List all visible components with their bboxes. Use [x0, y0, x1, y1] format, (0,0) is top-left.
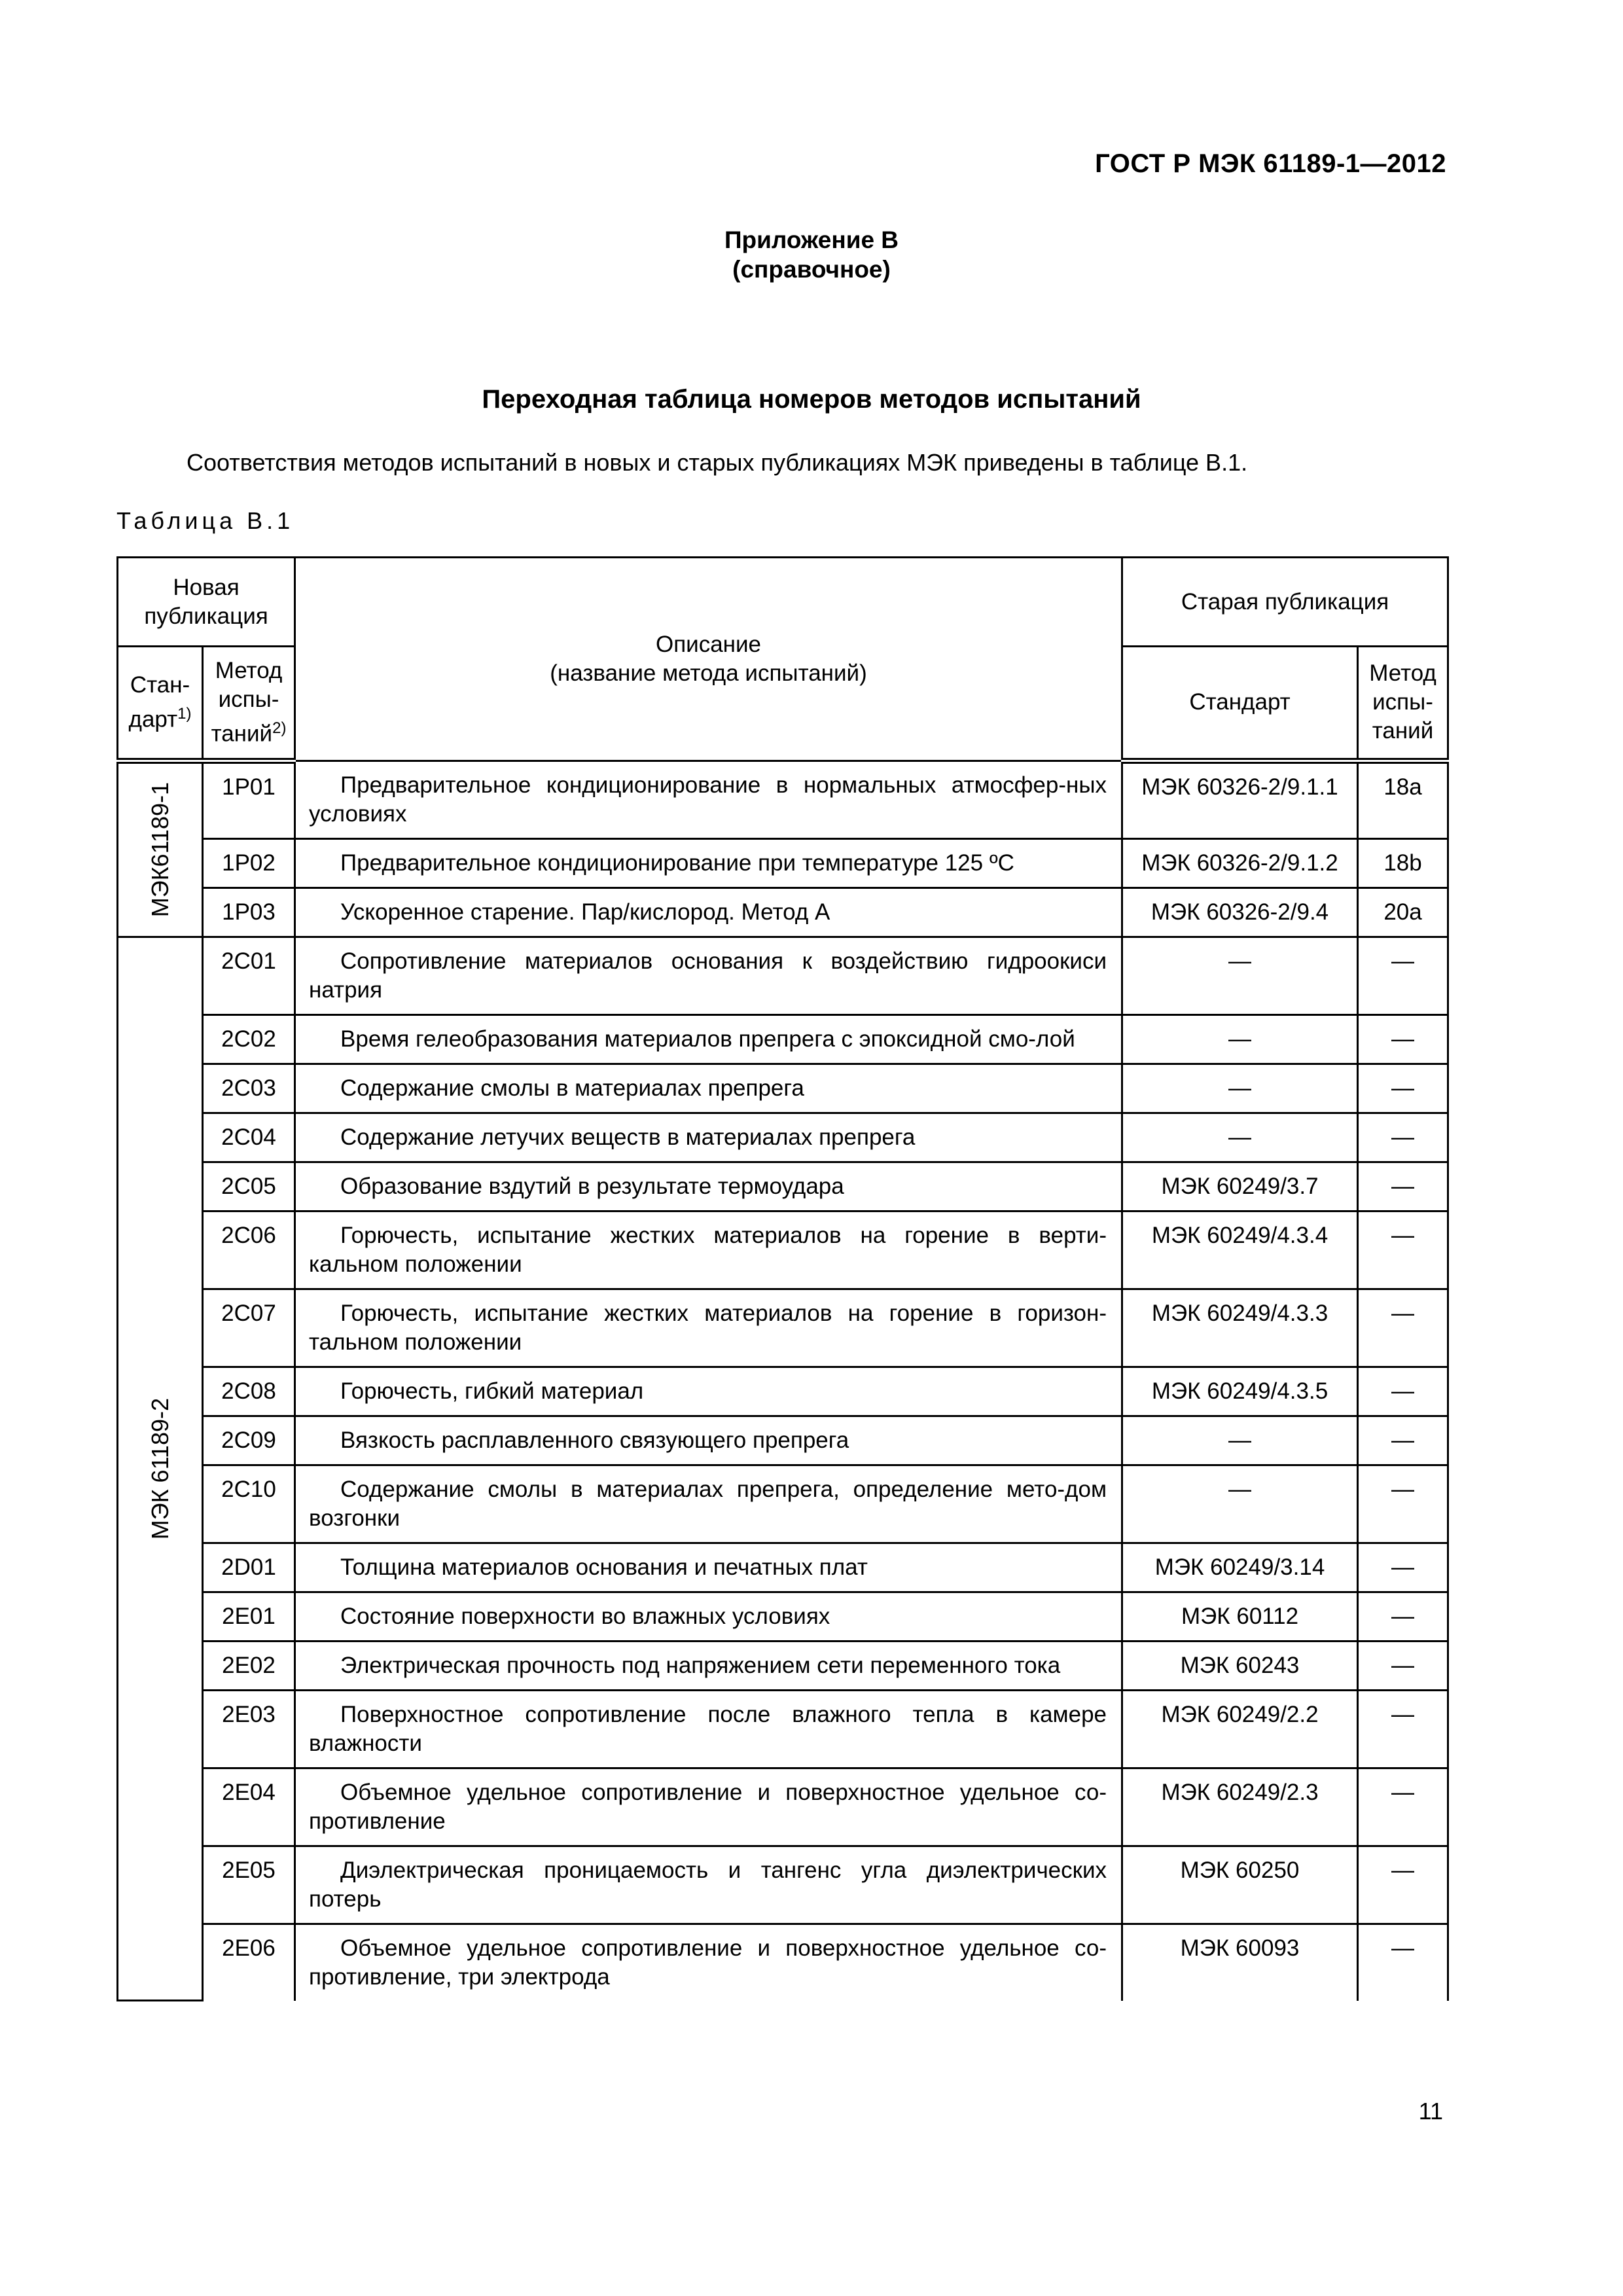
header-description-title: Описание — [655, 631, 762, 657]
description-cell: Сопротивление материалов основания к воздействию гидроокиси натрия — [295, 937, 1122, 1014]
old-method-cell: 18a — [1358, 761, 1448, 838]
old-method-cell: — — [1358, 1162, 1448, 1211]
method-code-cell: 2C10 — [203, 1465, 295, 1543]
old-standard-cell: МЭК 60326-2/9.4 — [1122, 888, 1358, 937]
old-standard-cell: — — [1122, 937, 1358, 1014]
method-code-cell: 2D01 — [203, 1543, 295, 1592]
method-code-cell: 2E02 — [203, 1641, 295, 1690]
group-label-cell — [118, 937, 203, 2001]
old-standard-cell: — — [1122, 1465, 1358, 1543]
method-code-cell: 2E06 — [203, 1924, 295, 2001]
header-standard-label: Стан-дарт — [128, 672, 190, 732]
old-standard-cell: МЭК 60326-2/9.1.1 — [1122, 761, 1358, 838]
description-cell: Горючесть, испытание жестких материалов на горение в горизон-тальном положении — [295, 1289, 1122, 1367]
table-body — [118, 761, 1448, 2001]
old-standard-cell: МЭК 60243 — [1122, 1641, 1358, 1690]
old-method-cell: 18b — [1358, 838, 1448, 888]
old-method-cell: — — [1358, 1014, 1448, 1064]
description-cell: Вязкость расплавленного связующего препрега — [295, 1416, 1122, 1465]
old-standard-cell: — — [1122, 1416, 1358, 1465]
table-row — [118, 1592, 1448, 1641]
old-standard-cell: — — [1122, 1113, 1358, 1162]
method-code-cell: 1P01 — [203, 761, 295, 838]
table-row — [118, 1690, 1448, 1768]
old-standard-cell: — — [1122, 1014, 1358, 1064]
method-code-cell: 2E03 — [203, 1690, 295, 1768]
method-code-cell: 2C05 — [203, 1162, 295, 1211]
description-cell: Объемное удельное сопротивление и поверхностное удельное со-противление — [295, 1768, 1122, 1846]
description-cell: Толщина материалов основания и печатных плат — [295, 1543, 1122, 1592]
method-code-cell: 2C07 — [203, 1289, 295, 1367]
page-number: 11 — [1418, 2098, 1443, 2125]
group-label: МЭК 61189-2 — [146, 1397, 173, 1540]
table-row — [118, 1289, 1448, 1367]
method-code-cell: 1P03 — [203, 888, 295, 937]
old-method-cell: — — [1358, 1690, 1448, 1768]
old-standard-cell: МЭК 60093 — [1122, 1924, 1358, 2001]
document-code: ГОСТ Р МЭК 61189-1—2012 — [1095, 149, 1446, 178]
table-row — [118, 1367, 1448, 1416]
old-method-cell: — — [1358, 1416, 1448, 1465]
description-cell: Содержание летучих веществ в материалах препрега — [295, 1113, 1122, 1162]
old-standard-cell: МЭК 60249/3.14 — [1122, 1543, 1358, 1592]
old-standard-cell: МЭК 60249/3.7 — [1122, 1162, 1358, 1211]
table-row — [118, 1846, 1448, 1924]
old-standard-cell: МЭК 60249/4.3.5 — [1122, 1367, 1358, 1416]
transition-table — [116, 556, 1449, 2001]
group-label-cell — [118, 761, 203, 937]
description-cell: Горючесть, испытание жестких материалов на горение в верти-кальном положении — [295, 1211, 1122, 1289]
description-cell: Поверхностное сопротивление после влажного тепла в камере влажности — [295, 1690, 1122, 1768]
method-code-cell: 2E04 — [203, 1768, 295, 1846]
table-row — [118, 838, 1448, 888]
table-row — [118, 1064, 1448, 1113]
header-method-label: Метод испы-таний — [211, 658, 283, 747]
table-row — [118, 1768, 1448, 1846]
table-row — [118, 1014, 1448, 1064]
old-standard-cell: МЭК 60250 — [1122, 1846, 1358, 1924]
description-cell: Состояние поверхности во влажных условиях — [295, 1592, 1122, 1641]
table-row — [118, 1162, 1448, 1211]
description-cell: Диэлектрическая проницаемость и тангенс угла диэлектрических потерь — [295, 1846, 1122, 1924]
group-label: МЭК61189-1 — [146, 782, 173, 918]
header-new-publication: Новая публикация — [118, 558, 295, 647]
method-code-cell: 1P02 — [203, 838, 295, 888]
method-code-cell: 2C01 — [203, 937, 295, 1014]
old-method-cell: — — [1358, 937, 1448, 1014]
old-method-cell: — — [1358, 1641, 1448, 1690]
table-row — [118, 1465, 1448, 1543]
table-row — [118, 1416, 1448, 1465]
old-method-cell: — — [1358, 1768, 1448, 1846]
old-standard-cell: МЭК 60112 — [1122, 1592, 1358, 1641]
old-method-cell: — — [1358, 1367, 1448, 1416]
method-code-cell: 2C04 — [203, 1113, 295, 1162]
description-cell: Содержание смолы в материалах препрега — [295, 1064, 1122, 1113]
description-cell: Горючесть, гибкий материал — [295, 1367, 1122, 1416]
old-standard-cell: — — [1122, 1064, 1358, 1113]
method-code-cell: 2C02 — [203, 1014, 295, 1064]
description-cell: Образование вздутий в результате термоудара — [295, 1162, 1122, 1211]
description-cell: Ускоренное старение. Пар/кислород. Метод А — [295, 888, 1122, 937]
table-row — [118, 1113, 1448, 1162]
intro-paragraph: Соответствия методов испытаний в новых и старых публикациях МЭК приведены в таблице В.1. — [187, 449, 1248, 476]
description-cell: Предварительное кондиционирование при температуре 125 ºC — [295, 838, 1122, 888]
header-standard — [118, 647, 203, 761]
old-method-cell: — — [1358, 1846, 1448, 1924]
header-old-standard: Стандарт — [1122, 647, 1358, 761]
old-method-cell: — — [1358, 1924, 1448, 2001]
old-standard-cell: МЭК 60249/2.2 — [1122, 1690, 1358, 1768]
appendix-heading — [0, 225, 1623, 284]
table-row — [118, 937, 1448, 1014]
appendix-title: Приложение В — [724, 226, 899, 253]
old-standard-cell: МЭК 60326-2/9.1.2 — [1122, 838, 1358, 888]
old-method-cell: — — [1358, 1465, 1448, 1543]
description-cell: Время гелеобразования материалов препрега с эпоксидной смо-лой — [295, 1014, 1122, 1064]
table-row — [118, 1924, 1448, 2001]
description-cell: Объемное удельное сопротивление и поверхностное удельное со-противление, три электрода — [295, 1924, 1122, 2001]
table-row — [118, 1641, 1448, 1690]
header-method — [203, 647, 295, 761]
method-code-cell: 2E05 — [203, 1846, 295, 1924]
old-standard-cell: МЭК 60249/4.3.4 — [1122, 1211, 1358, 1289]
description-cell: Содержание смолы в материалах препрега, определение мето-дом возгонки — [295, 1465, 1122, 1543]
appendix-type: (справочное) — [732, 256, 891, 283]
table-row — [118, 1543, 1448, 1592]
method-code-cell: 2C06 — [203, 1211, 295, 1289]
old-method-cell: — — [1358, 1064, 1448, 1113]
old-standard-cell: МЭК 60249/2.3 — [1122, 1768, 1358, 1846]
method-code-cell: 2C08 — [203, 1367, 295, 1416]
header-old-publication: Старая публикация — [1122, 558, 1448, 647]
description-cell: Электрическая прочность под напряжением сети переменного тока — [295, 1641, 1122, 1690]
method-code-cell: 2E01 — [203, 1592, 295, 1641]
header-description — [295, 558, 1122, 761]
old-method-cell: — — [1358, 1211, 1448, 1289]
old-method-cell: 20a — [1358, 888, 1448, 937]
method-code-cell: 2C09 — [203, 1416, 295, 1465]
footnote-marker-2: 2) — [272, 719, 287, 737]
table-row — [118, 1211, 1448, 1289]
description-cell: Предварительное кондиционирование в нормальных атмосфер-ных условиях — [295, 761, 1122, 838]
footnote-marker-1: 1) — [177, 705, 192, 723]
table-caption: Таблица В.1 — [116, 507, 294, 534]
header-description-subtitle: (название метода испытаний) — [550, 660, 867, 686]
old-method-cell: — — [1358, 1543, 1448, 1592]
old-standard-cell: МЭК 60249/4.3.3 — [1122, 1289, 1358, 1367]
section-title: Переходная таблица номеров методов испытаний — [482, 385, 1141, 414]
table-row — [118, 761, 1448, 838]
old-method-cell: — — [1358, 1592, 1448, 1641]
old-method-cell: — — [1358, 1289, 1448, 1367]
old-method-cell: — — [1358, 1113, 1448, 1162]
method-code-cell: 2C03 — [203, 1064, 295, 1113]
header-old-method: Метод испы-таний — [1358, 647, 1448, 761]
table-row — [118, 888, 1448, 937]
